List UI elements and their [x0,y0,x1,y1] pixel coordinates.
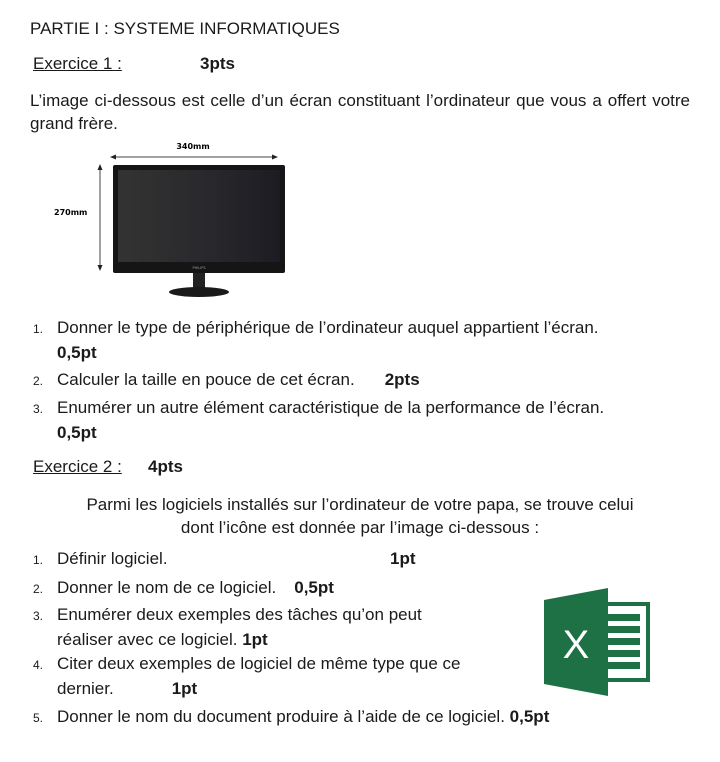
exercise-1-item-2: 2. Calculer la taille en pouce de cet écran. 2pts [33,370,420,389]
exercise-2-item-4: 4. Citer deux exemples de logiciel de même type que ce dernier. 1pt [33,654,461,698]
exercise-2-points: 4pts [148,457,183,476]
exercise-1-item-3: 3. Enumérer un autre élément caractéristique de la performance de l’écran. 0,5pt [33,398,605,442]
exercise-2-item-5: 5. Donner le nom du document produire à l’aide de ce logiciel. 0,5pt [33,707,550,726]
exercise-1-heading: Exercice 1 : [33,54,122,73]
exercise-2-item-3: 3. Enumérer deux exemples des tâches qu’on peut réaliser avec ce logiciel. 1pt [33,605,422,649]
exercise-2-item-2: 2. Donner le nom de ce logiciel. 0,5pt [33,578,334,597]
exercise-1-item-1: 1. Donner le type de périphérique de l’ordinateur auquel appartient l’écran. 0,5pt [33,318,599,362]
monitor-image [30,135,310,305]
page-title: PARTIE I : SYSTEME INFORMATIQUES [30,19,340,38]
width-label: 340mm [176,142,210,151]
brand-logo: PHILIPS [192,266,206,270]
exercise-1-points: 3pts [200,54,235,73]
height-label: 270mm [54,208,88,217]
exercise-2-heading: Exercice 2 : [33,457,122,476]
exercise-1-intro: L’image ci-dessous est celle d’un écran constituant l’ordinateur que vous a offert votre grand frère. [30,91,690,133]
exercise-2-item-1: 1. Définir logiciel. 1pt [33,549,416,568]
exercise-2-intro: Parmi les logiciels installés sur l’ordinateur de votre papa, se trouve celui dont l’icône est donnée par l’image ci-dessous : [86,495,634,537]
excel-icon-letter: X [562,623,590,667]
excel-icon [544,588,654,696]
